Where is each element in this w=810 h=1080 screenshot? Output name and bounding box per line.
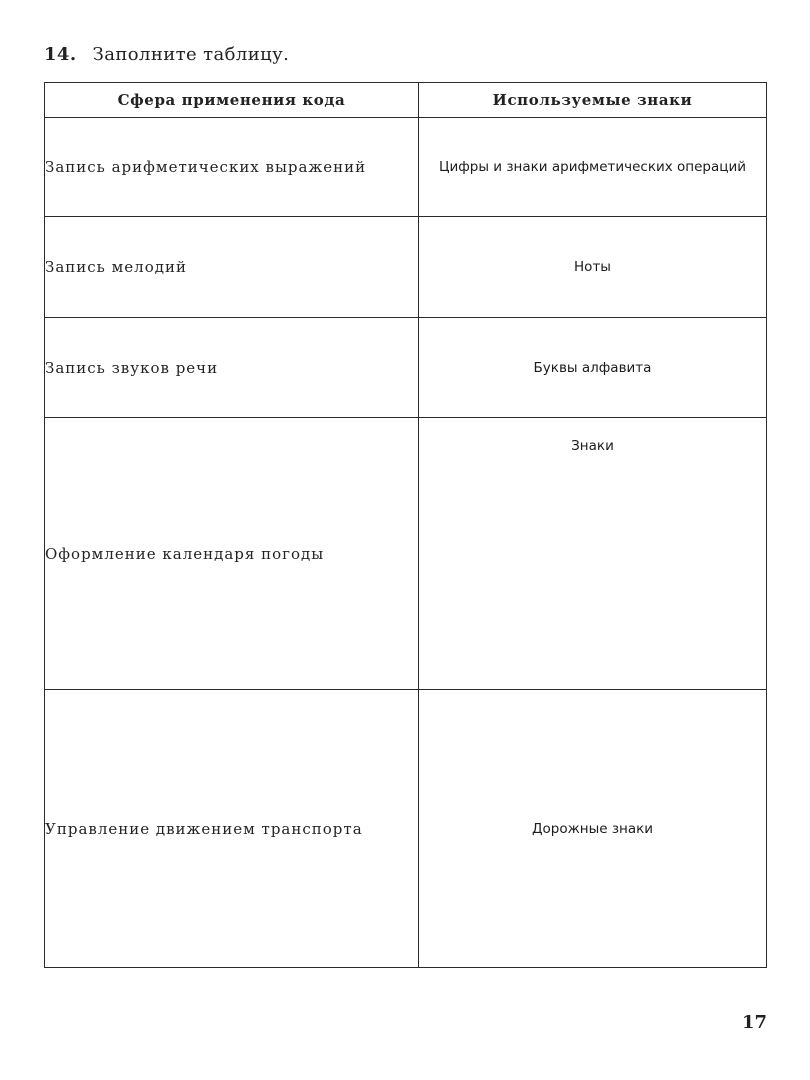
row-signs-cell[interactable]: Дорожные знаки bbox=[419, 690, 767, 968]
header-sphere: Сфера применения кода bbox=[45, 83, 419, 118]
table-row bbox=[45, 418, 767, 690]
table-row bbox=[45, 690, 767, 968]
row-sphere-cell: Управление движением транспорта bbox=[45, 690, 419, 968]
table-row bbox=[45, 217, 767, 318]
table-header-row bbox=[45, 83, 767, 118]
header-signs: Используемые знаки bbox=[419, 83, 767, 118]
row-sphere-cell: Запись мелодий bbox=[45, 217, 419, 318]
task-text: Заполните таблицу. bbox=[92, 44, 290, 65]
row-sphere-cell: Оформление календаря погоды bbox=[45, 418, 419, 690]
page-number: 17 bbox=[742, 1012, 768, 1033]
row-signs-cell[interactable]: Буквы алфавита bbox=[419, 318, 767, 418]
table-row bbox=[45, 318, 767, 418]
fill-table bbox=[44, 82, 767, 968]
row-sphere-cell: Запись арифметических выражений bbox=[45, 118, 419, 217]
row-signs-cell[interactable]: Ноты bbox=[419, 217, 767, 318]
row-signs-cell[interactable]: Знаки bbox=[419, 418, 767, 690]
row-signs-cell[interactable]: Цифры и знаки арифметических операций bbox=[419, 118, 767, 217]
task-heading bbox=[44, 44, 289, 65]
table-row bbox=[45, 118, 767, 217]
row-sphere-cell: Запись звуков речи bbox=[45, 318, 419, 418]
task-number: 14. bbox=[44, 44, 77, 65]
